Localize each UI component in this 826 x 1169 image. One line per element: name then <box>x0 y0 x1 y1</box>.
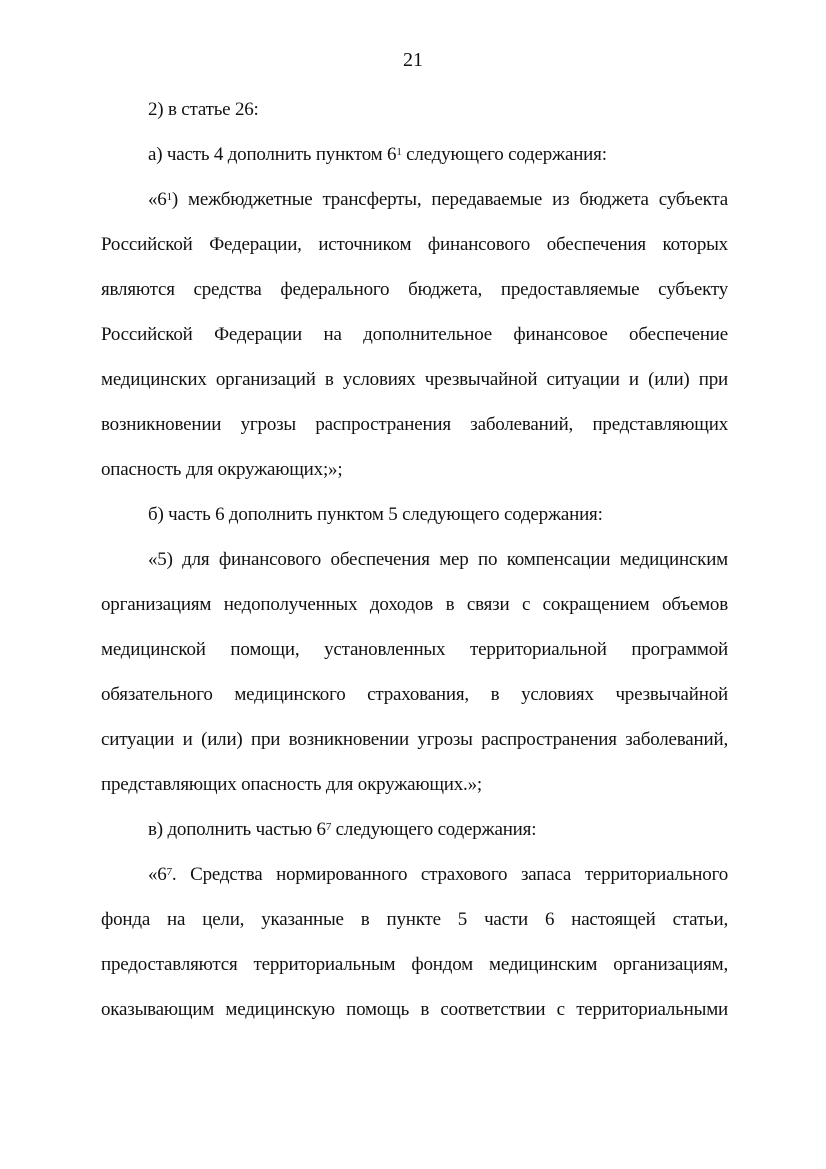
line-text: «6 <box>148 189 167 210</box>
paragraph-line: представляющих опасность для окружающих.»; <box>101 774 482 795</box>
paragraph-line: оказывающим медицинскую помощь в соответствии с территориальными <box>101 999 728 1020</box>
paragraph-line: Российской Федерации, источником финансового обеспечения которых <box>101 234 728 255</box>
superscript: 1 <box>396 146 402 158</box>
paragraph-line: медицинских организаций в условиях чрезвычайной ситуации и (или) при <box>101 369 728 390</box>
paragraph-line: опасность для окружающих;»; <box>101 459 343 480</box>
line-text: следующего содержания: <box>331 819 537 840</box>
page-number: 21 <box>403 49 423 71</box>
paragraph-line: являются средства федерального бюджета, предоставляемые субъекту <box>101 279 728 300</box>
paragraph-line: возникновении угрозы распространения заболеваний, представляющих <box>101 414 728 435</box>
paragraph-line: б) часть 6 дополнить пунктом 5 следующего содержания: <box>148 504 603 525</box>
superscript: 7 <box>325 821 332 833</box>
paragraph-line: обязательного медицинского страхования, в условиях чрезвычайной <box>101 684 728 705</box>
paragraph-line: «5) для финансового обеспечения мер по компенсации медицинским <box>148 549 728 570</box>
line-text: в) дополнить частью 6 <box>148 819 326 840</box>
paragraph-line: 2) в статье 26: <box>148 99 259 120</box>
paragraph-line: медицинской помощи, установленных территориальной программой <box>101 639 728 660</box>
line-text: «6 <box>148 864 167 885</box>
paragraph-line: Российской Федерации на дополнительное финансовое обеспечение <box>101 324 728 345</box>
paragraph-line <box>101 187 728 213</box>
superscript: 1 <box>166 191 172 203</box>
paragraph-line: ситуации и (или) при возникновении угрозы распространения заболеваний, <box>101 729 728 750</box>
paragraph-line: предоставляются территориальным фондом медицинским организациям, <box>101 954 728 975</box>
superscript: 7 <box>166 866 172 878</box>
paragraph-line: организациям недополученных доходов в связи с сокращением объемов <box>101 594 728 615</box>
paragraph-line <box>101 817 728 843</box>
paragraph-line <box>101 862 728 888</box>
document-body <box>101 97 728 1042</box>
line-text: а) часть 4 дополнить пунктом 6 <box>148 144 397 165</box>
paragraph-line: фонда на цели, указанные в пункте 5 части 6 настоящей статьи, <box>101 909 728 930</box>
paragraph-line <box>101 142 728 168</box>
line-text: ) межбюджетные трансферты, передаваемые из бюджета субъекта <box>171 189 728 210</box>
line-text: следующего содержания: <box>401 144 607 165</box>
line-text: . Средства нормированного страхового запаса территориального <box>171 864 728 885</box>
